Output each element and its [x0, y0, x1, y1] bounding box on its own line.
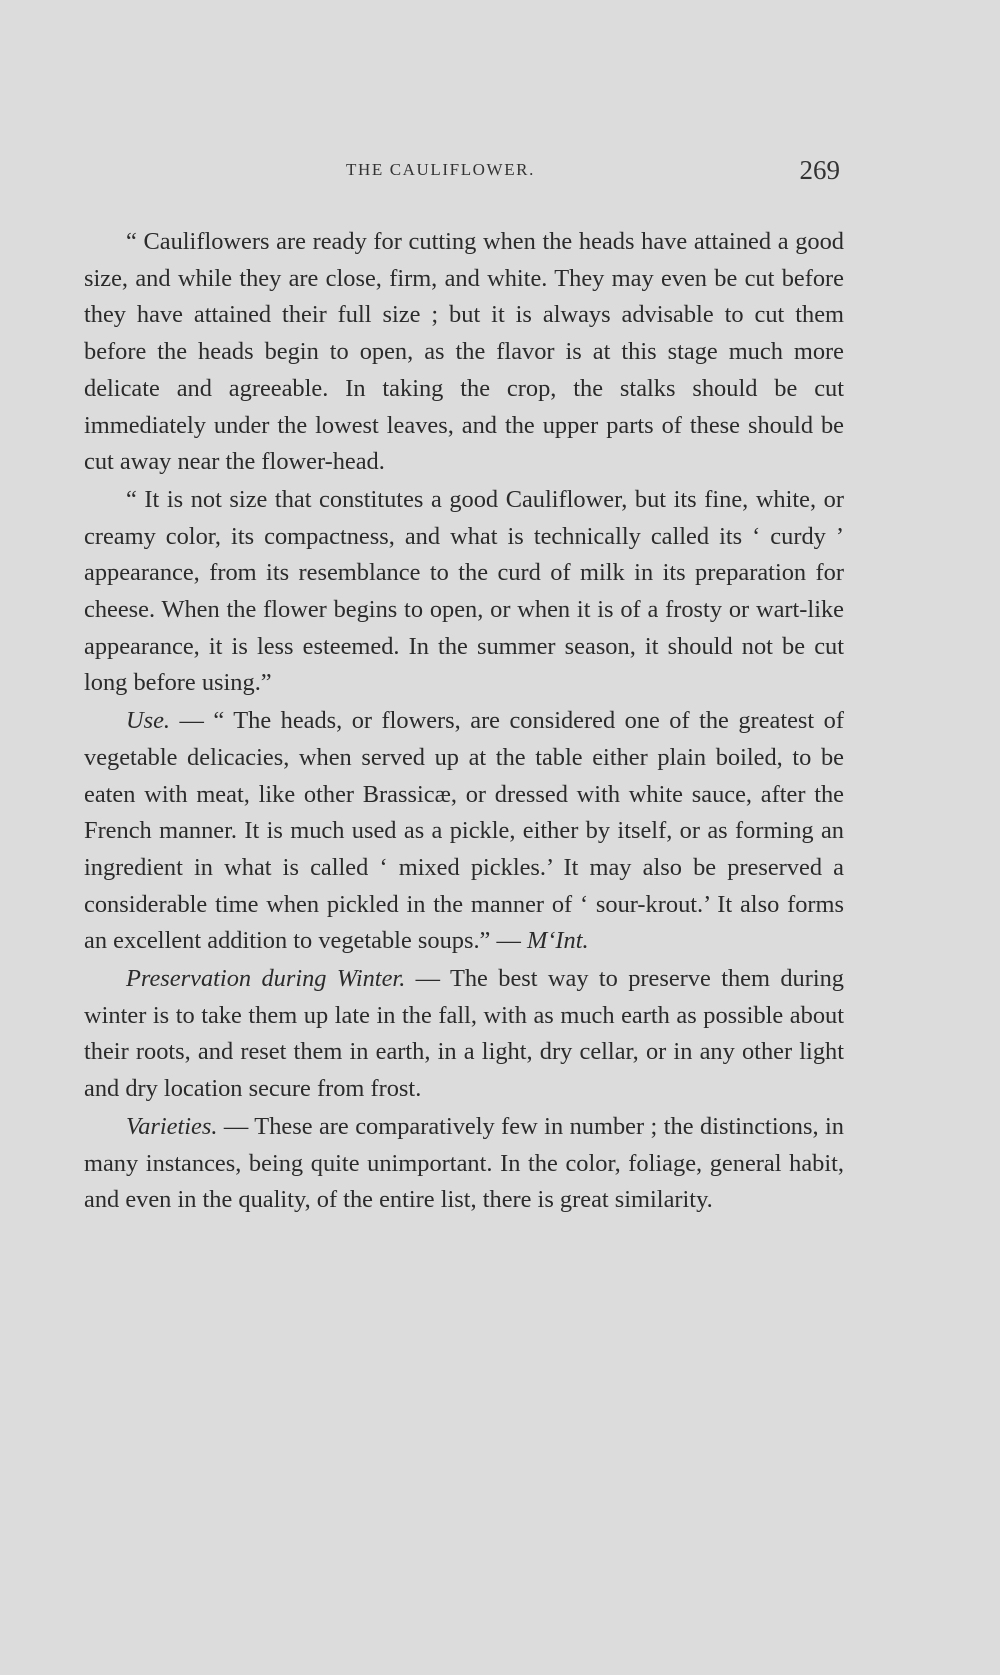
section-rubric-varieties: Varieties. [126, 1112, 218, 1140]
paragraph-text: “ It is not size that constitutes a good Cauliflower, but its fine, white, or creamy color, its compactness, and what is technically called its ‘ curdy ’ appearance, from its resemblance to the curd of milk in its preparation for cheese. When the flower begins to open, or when it is of a frosty or wart-like appearance, it is less esteemed. In the summer season, it should not be cut long before using.” [84, 485, 844, 697]
body-text [84, 224, 844, 1219]
paragraph-text: “ Cauliflowers are ready for cutting when the heads have attained a good size, and while they are close, firm, and white. They may even be cut before they have attained their full size ; but it is always advisable to cut them before the heads begin to open, as the flavor is at this stage much more delicate and agreeable. In taking the crop, the stalks should be cut immediately under the lowest leaves, and the upper parts of these should be cut away near the flower-head. [84, 228, 844, 476]
paragraph-text: — “ The heads, or flowers, are considered one of the greatest of vegetable delicacies, when served up at the table either plain boiled, to be eaten with meat, like other Brassicæ, or dressed with white sauce, after the French manner. It is much used as a pickle, either by itself, or as forming an ingredient in what is called ‘ mixed pickles.’ It may also be preserved a considerable time when pickled in the manner of ‘ sour-krout.’ It also forms an excellent addition to vegetable soups.” — [84, 707, 844, 955]
running-title: THE CAULIFLOWER. [346, 160, 535, 179]
paragraph-text: — The best way to preserve them during winter is to take them up late in the fall, with as much earth as possible about their roots, and reset them in earth, in a light, dry cellar, or in any other light and dry location secure from frost. [84, 965, 844, 1103]
paragraph-cutting [84, 224, 844, 481]
page-number: 269 [799, 155, 840, 185]
citation-attribution: M‘Int. [526, 927, 589, 955]
section-rubric-preservation: Preservation during Winter. [126, 965, 406, 993]
paragraph-quality [84, 482, 844, 702]
paragraph-preservation [84, 961, 844, 1108]
running-head [84, 155, 844, 195]
paragraph-varieties [84, 1109, 844, 1219]
paragraph-text: — These are comparatively few in number ; the distinctions, in many instances, being quite unimportant. In the color, foliage, general habit, and even in the quality, of the entire list, there is great similarity. [84, 1112, 844, 1214]
section-rubric-use: Use. [126, 707, 171, 735]
paragraph-use [84, 703, 844, 960]
